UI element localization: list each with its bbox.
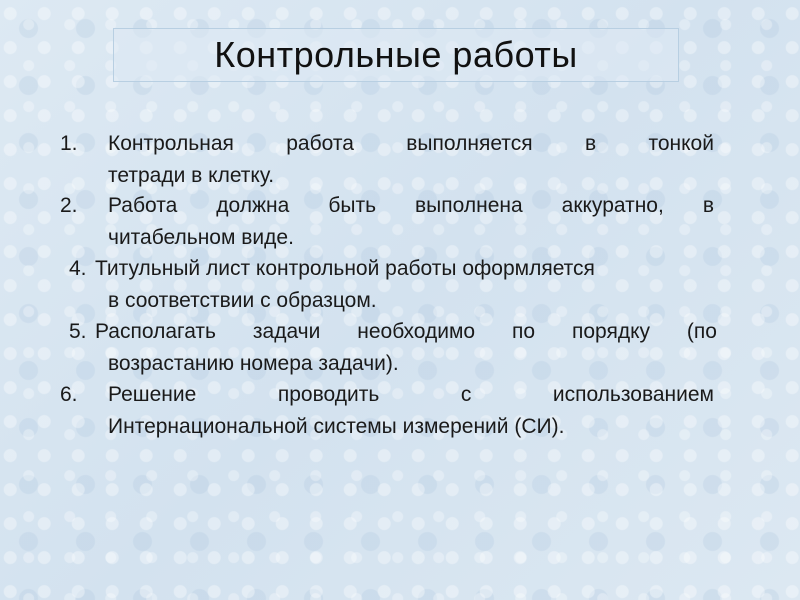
word: задачи: [252, 320, 321, 343]
list-item-line-1: Титульный лист контрольной работы оформляется: [95, 257, 595, 280]
word: с: [460, 383, 472, 406]
list-item-line-2: возрастанию номера задачи).: [108, 352, 399, 375]
list-item-1: [0, 128, 800, 192]
title-box: [113, 28, 679, 82]
slide-title: Контрольные работы: [214, 34, 578, 75]
word: (по: [686, 320, 717, 343]
list-number: 5.: [69, 320, 87, 343]
word: Контрольная: [108, 132, 234, 155]
list-item-line-2: Интернациональной системы измерений (СИ).: [108, 415, 565, 438]
list-item-6: [0, 379, 800, 443]
word: работа: [286, 132, 354, 155]
word: использованием: [552, 383, 714, 406]
list-item-line-1: [108, 379, 714, 411]
word: должна: [216, 194, 290, 217]
word: в: [702, 194, 714, 217]
list-number: 6.: [60, 383, 78, 406]
word: тонкой: [648, 132, 714, 155]
list-item-line-2: в соответствии с образцом.: [108, 289, 377, 312]
word: Работа: [108, 194, 178, 217]
word: порядку: [571, 320, 650, 343]
list-item-5: [0, 316, 800, 380]
list-item-line-2: читабельном виде.: [108, 226, 294, 249]
list-item-2: [0, 190, 800, 254]
word: аккуратно,: [561, 194, 664, 217]
word: в: [584, 132, 597, 155]
list-item-line-1: [108, 128, 714, 160]
list-item-line-1: [95, 316, 717, 348]
word: по: [512, 320, 536, 343]
word: Решение: [108, 383, 197, 406]
list-item-line-2: тетради в клетку.: [108, 164, 275, 187]
list-number: 2.: [60, 194, 78, 217]
list-number: 4.: [69, 257, 87, 280]
word: быть: [328, 194, 377, 217]
list-item-line-1: [108, 190, 714, 222]
word: выполняется: [406, 132, 533, 155]
word: необходимо: [357, 320, 476, 343]
list-item-4: [0, 253, 800, 317]
list-number: 1.: [60, 132, 78, 155]
word: проводить: [277, 383, 380, 406]
word: выполнена: [415, 194, 523, 217]
word: Располагать: [95, 320, 216, 343]
